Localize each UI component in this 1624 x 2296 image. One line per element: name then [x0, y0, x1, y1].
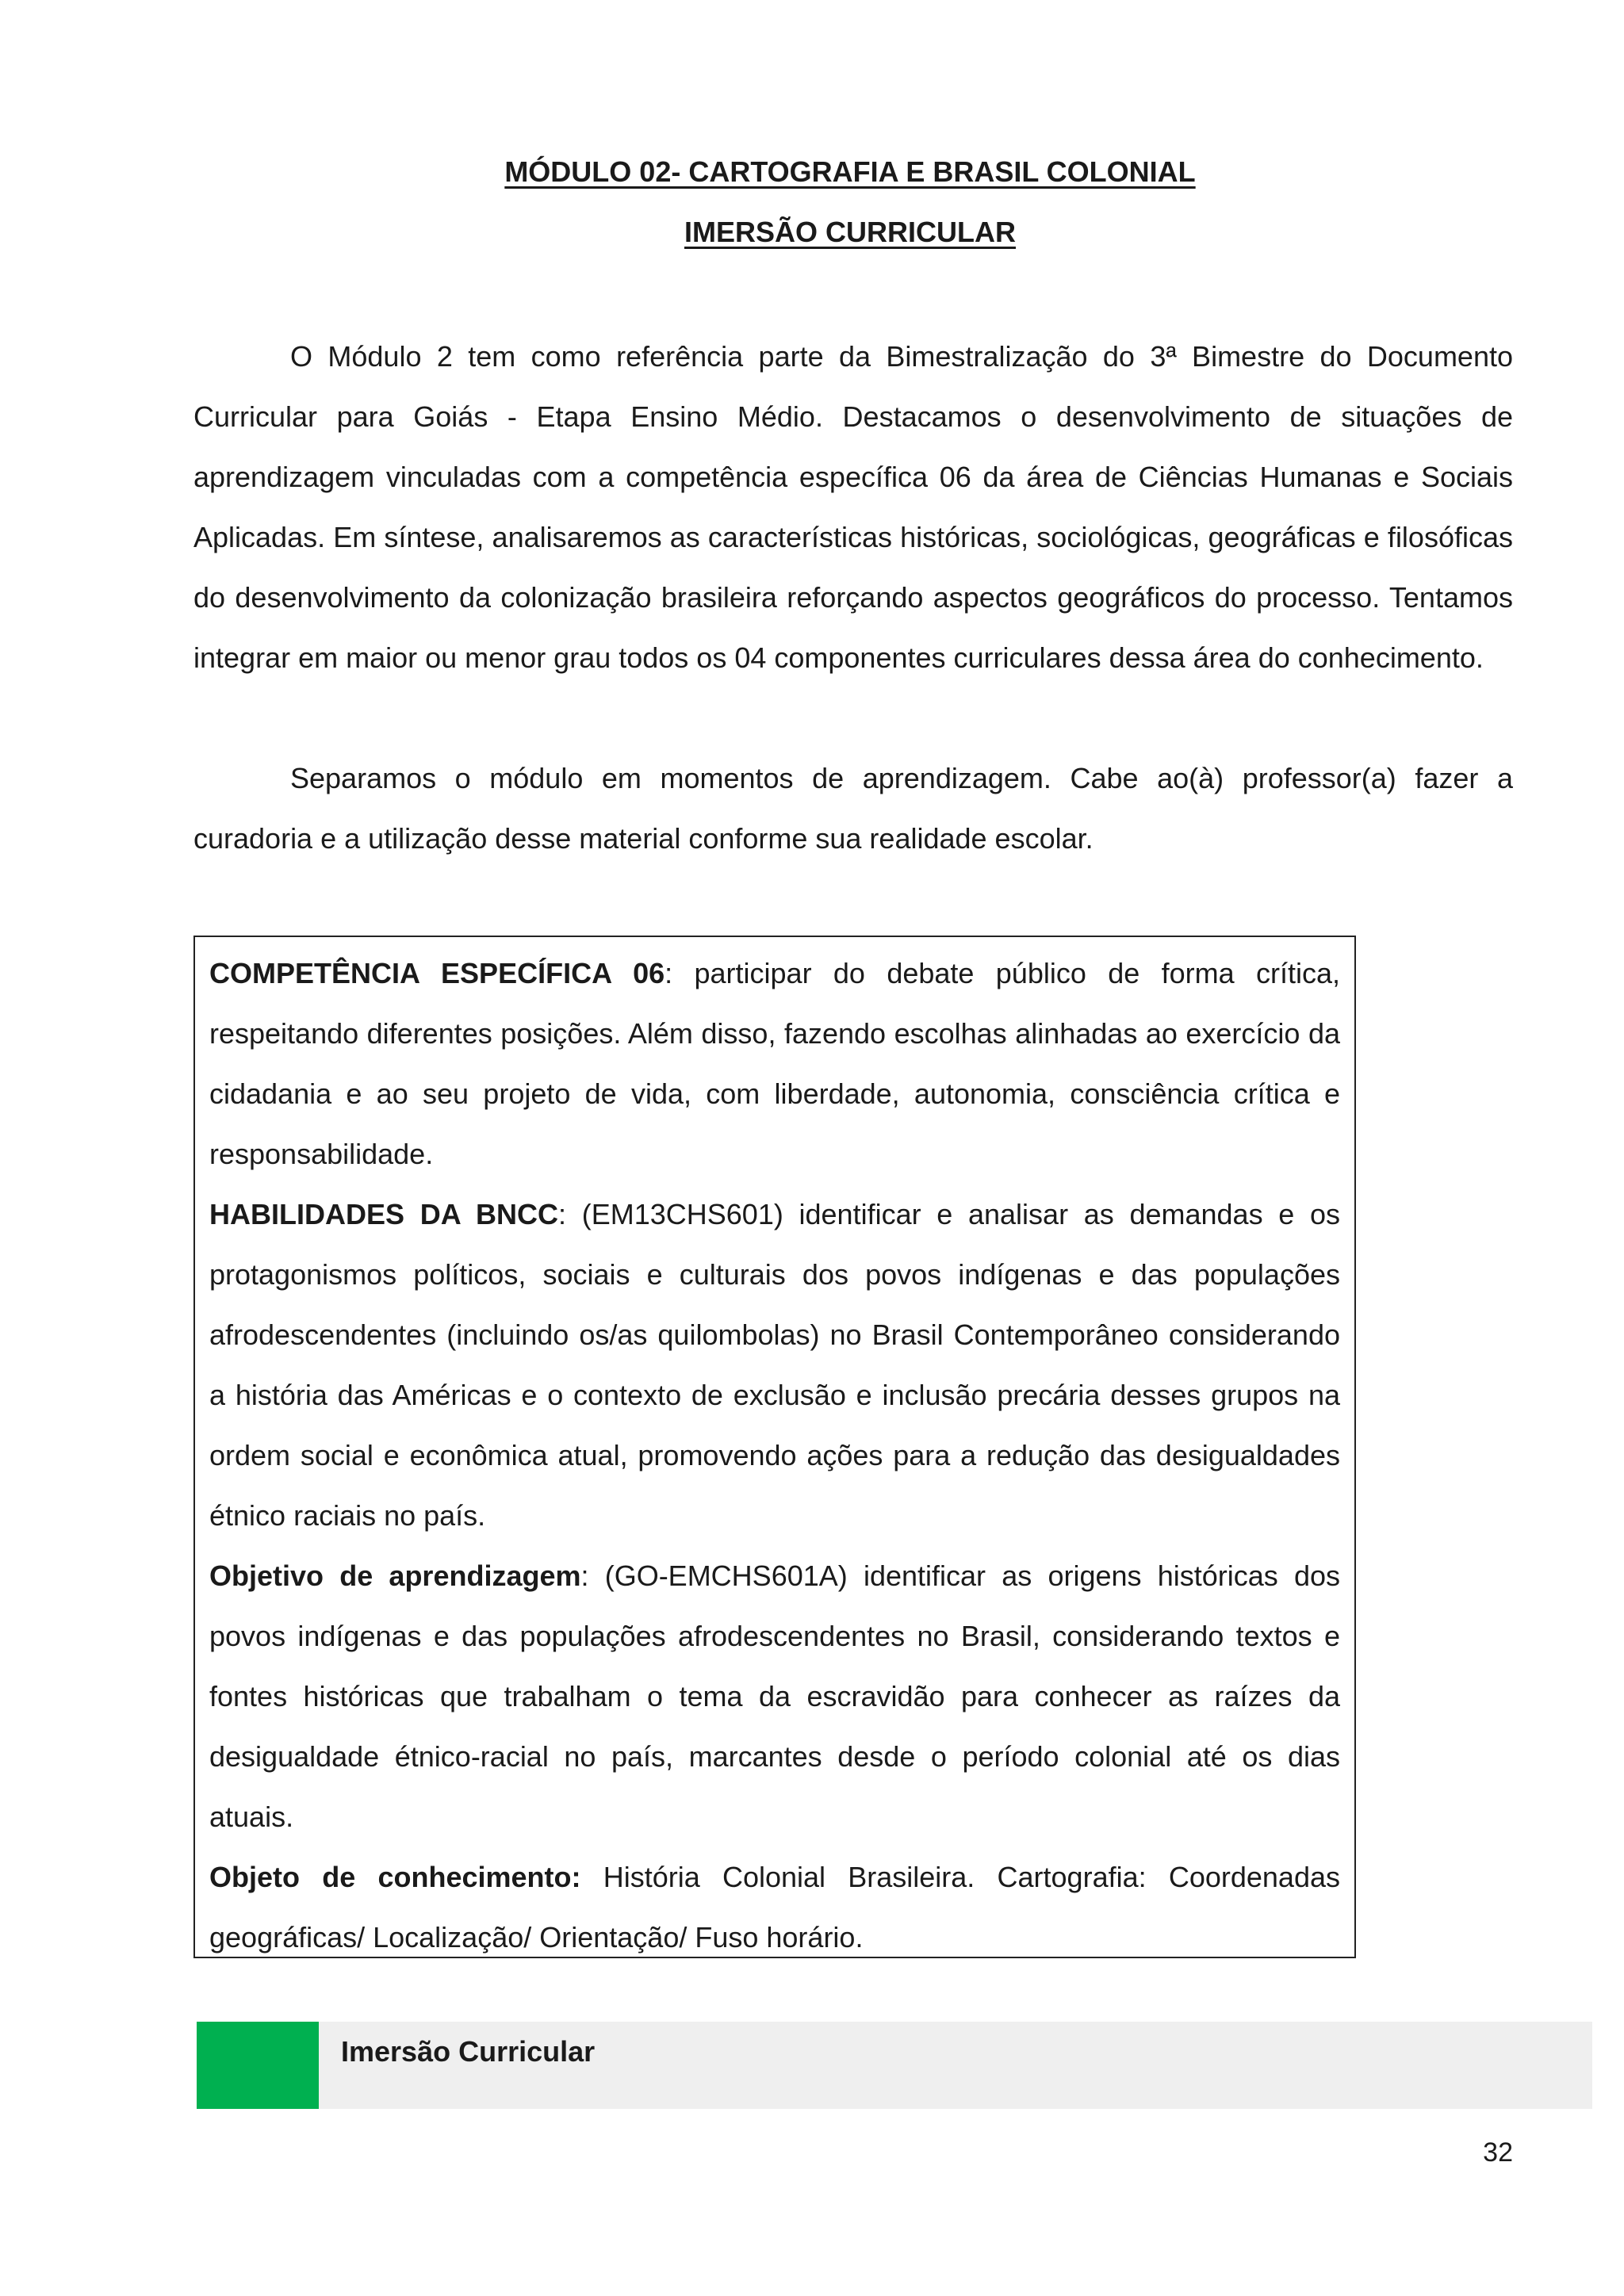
competencia-text: : participar do debate público de forma crítica, respeitando diferentes posições. Além disso, fazendo escolhas alinhadas ao exercício da cidadania e ao seu projeto de vida, com liberdade, autonomia, consciência crítica e responsabilidade.	[209, 957, 1341, 1170]
section-banner	[197, 2022, 1592, 2109]
module-title: MÓDULO 02- CARTOGRAFIA E BRASIL COLONIAL	[504, 155, 1196, 188]
objeto-text: História Colonial Brasileira. Cartografia: Coordenadas geográficas/ Localização/ Orientação/ Fuso horário.	[209, 1861, 1340, 1954]
objetivo-paragraph	[209, 1546, 1340, 1847]
intro-paragraph-1-block	[193, 327, 1513, 688]
competencia-box-content	[209, 943, 1340, 1968]
intro-paragraph-1: O Módulo 2 tem como referência parte da Bimestralização do 3ª Bimestre do Documento Curricular para Goiás - Etapa Ensino Médio. Destacamos o desenvolvimento de situações de aprendizagem vinculadas com a competência específica 06 da área de Ciências Humanas e Sociais Aplicadas. Em síntese, analisaremos as características históricas, sociológicas, geográficas e filosóficas do desenvolvimento da colonização brasileira reforçando aspectos geográficos do processo. Tentamos integrar em maior ou menor grau todos os 04 componentes curriculares dessa área do conhecimento.	[193, 340, 1513, 674]
intro-paragraph-2-block	[193, 748, 1513, 869]
competencia-paragraph	[209, 943, 1340, 1184]
banner-label: Imersão Curricular	[341, 2035, 596, 2068]
objetivo-text: : (GO-EMCHS601A) identificar as origens históricas dos povos indígenas e das populações afrodescendentes no Brasil, considerando textos e fontes históricas que trabalham o tema da escravidão para conhecer as raízes da desigualdade étnico-racial no país, marcantes desde o período colonial até os dias atuais.	[209, 1559, 1340, 1833]
intro-paragraph-2: Separamos o módulo em momentos de aprendizagem. Cabe ao(à) professor(a) fazer a curadoria e a utilização desse material conforme sua realidade escolar.	[193, 762, 1513, 855]
module-subtitle: IMERSÃO CURRICULAR	[684, 216, 1016, 248]
objetivo-label: Objetivo de aprendizagem	[209, 1559, 581, 1592]
habilidades-paragraph	[209, 1184, 1340, 1546]
habilidades-label: HABILIDADES DA BNCC	[209, 1198, 559, 1230]
page-number: 32	[1483, 2137, 1513, 2168]
competencia-label: COMPETÊNCIA ESPECÍFICA 06	[209, 957, 665, 989]
objeto-label: Objeto de conhecimento:	[209, 1861, 581, 1893]
banner-accent-block	[197, 2022, 319, 2109]
habilidades-text: : (EM13CHS601) identificar e analisar as demandas e os protagonismos políticos, sociais e culturais dos povos indígenas e das populações afrodescendentes (incluindo os/as quilombolas) no Brasil Contemporâneo considerando a história das Américas e o contexto de exclusão e inclusão precária desses grupos na ordem social e econômica atual, promovendo ações para a redução das desigualdades étnico raciais no país.	[209, 1198, 1340, 1532]
competencia-box	[193, 936, 1356, 1958]
objeto-paragraph	[209, 1847, 1340, 1968]
